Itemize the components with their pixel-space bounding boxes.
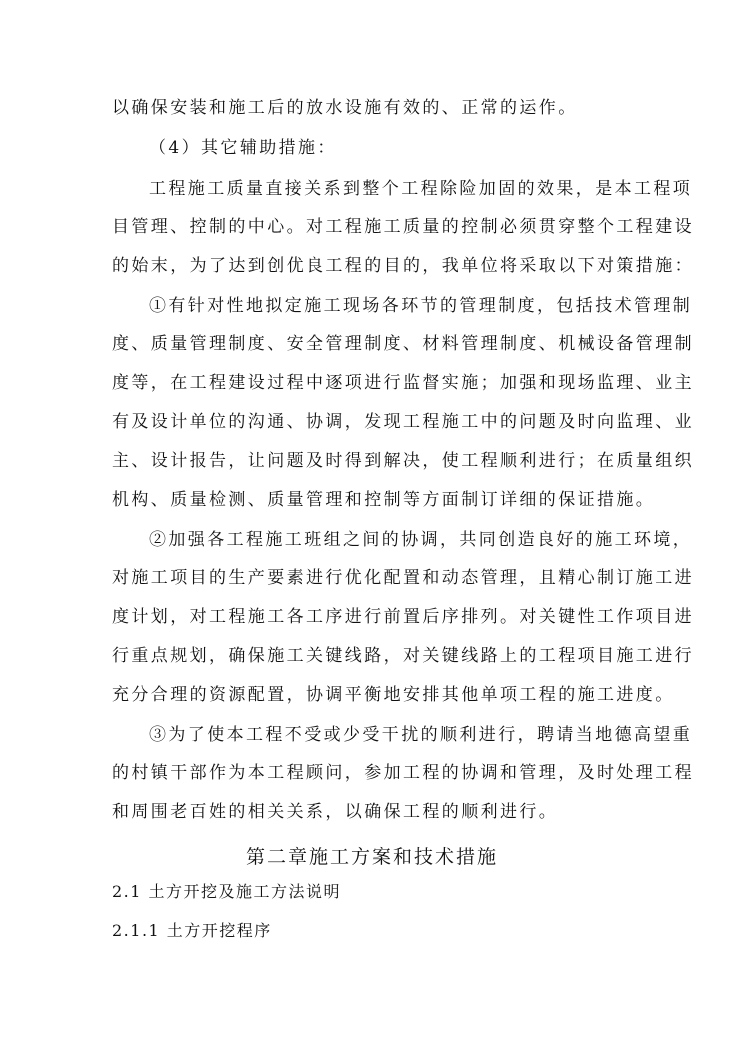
paragraph-line: 以确保安装和施工后的放水设施有效的、正常的运作。 [112, 98, 578, 118]
paragraph-line: 的始末，为了达到创优良工程的目的，我单位将采取以下对策措施： [112, 256, 694, 276]
paragraph-line: 对施工项目的生产要素进行优化配置和动态管理，且精心制订施工进 [112, 568, 694, 588]
paragraph-line: 机构、质量检测、质量管理和控制等方面制订详细的保证措施。 [112, 490, 656, 510]
paragraph-line: 有及设计单位的沟通、协调，发现工程施工中的问题及时向监理、业 [112, 412, 694, 432]
paragraph-line: 充分合理的资源配置，协调平衡地安排其他单项工程的施工进度。 [112, 685, 675, 705]
paragraph-line: 度、质量管理制度、安全管理制度、材料管理制度、机械设备管理制 [112, 334, 694, 354]
paragraph-line: ②加强各工程施工班组之间的协调，共同创造良好的施工环境， [149, 530, 693, 550]
paragraph-line: 的村镇干部作为本工程顾问，参加工程的协调和管理，及时处理工程 [112, 763, 694, 783]
paragraph-line: ③为了使本工程不受或少受干扰的顺利进行，聘请当地德高望重 [149, 725, 693, 745]
paragraph-line: ①有针对性地拟定施工现场各环节的管理制度，包括技术管理制 [149, 296, 693, 316]
paragraph-line: 度计划，对工程施工各工序进行前置后序排列。对关键性工作项目进 [112, 607, 694, 627]
paragraph-heading: （4）其它辅助措施： [149, 138, 337, 158]
paragraph-line: 度等，在工程建设过程中逐项进行监督实施；加强和现场监理、业主 [112, 373, 694, 393]
section-title: 2.1 土方开挖及施工方法说明 [112, 882, 342, 901]
paragraph-line: 工程施工质量直接关系到整个工程除险加固的效果，是本工程项 [149, 179, 693, 199]
paragraph-line: 主、设计报告，让问题及时得到解决，使工程顺利进行；在质量组织 [112, 451, 694, 471]
chapter-title: 第二章施工方案和技术措施 [245, 846, 498, 868]
paragraph-line: 行重点规划，确保施工关键线路，对关键线路上的工程项目施工进行 [112, 646, 694, 666]
paragraph-line: 目管理、控制的中心。对工程施工质量的控制必须贯穿整个工程建设 [112, 217, 694, 237]
paragraph-line: 和周围老百姓的相关关系，以确保工程的顺利进行。 [112, 802, 559, 822]
subsection-title: 2.1.1 土方开挖程序 [112, 921, 272, 940]
